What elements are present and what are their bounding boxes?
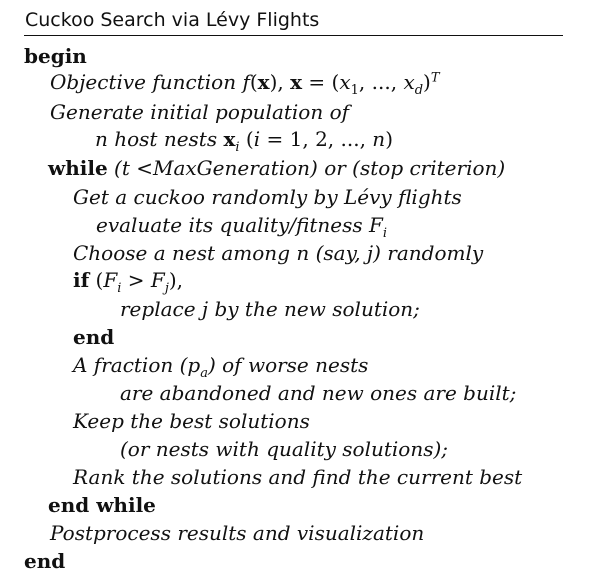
keep-best-line: Keep the best solutions [73, 409, 310, 433]
x-host-vector: x [223, 127, 236, 151]
abandoned-line: are abandoned and new ones are built; [120, 381, 517, 405]
Fj-symbol: F [150, 268, 165, 292]
i-subscript: i [235, 140, 240, 155]
i-symbol: i [253, 127, 261, 151]
objective-text: Objective function [50, 70, 243, 94]
paren-close-comma: ), [269, 70, 291, 94]
begin-keyword: begin [24, 44, 87, 68]
range-text: = 1, 2, ..., [260, 127, 373, 151]
f-symbol: f [242, 70, 250, 94]
x-vector: x [257, 70, 270, 94]
host-nests-line [95, 127, 393, 155]
greater-than: > [121, 268, 151, 292]
algorithm-title: Cuckoo Search via Lévy Flights [25, 9, 320, 31]
paren-open-2: ( [239, 127, 254, 151]
if-paren-open: ( [89, 268, 104, 292]
evaluate-fitness-line [96, 213, 388, 241]
replace-line: replace j by the new solution; [120, 297, 420, 321]
generate-population-line: Generate initial population of [50, 100, 350, 124]
end-while-keyword: end while [48, 493, 156, 517]
xd-symbol: x [403, 70, 415, 94]
x-vector-2: x [290, 70, 303, 94]
Fj-subscript: j [164, 281, 169, 296]
rank-solutions-line: Rank the solutions and find the current best [73, 465, 523, 489]
objective-function-line [50, 70, 440, 98]
choose-nest-line: Choose a nest among n (say, j) randomly [73, 241, 484, 265]
end-keyword: end [24, 549, 66, 573]
ellipsis: , ..., [358, 70, 404, 94]
fraction-rest: ) of worse nests [207, 353, 369, 377]
if-paren-close: ), [168, 268, 184, 292]
n-symbol: n [372, 127, 386, 151]
fraction-text: A fraction ( [73, 353, 188, 377]
p-a-subscript: a [200, 366, 208, 381]
fraction-line [73, 353, 369, 381]
Fi-subscript: i [117, 281, 122, 296]
xd-subscript: d [414, 83, 424, 98]
Fi-symbol: F [103, 268, 118, 292]
transpose-superscript: T [430, 70, 440, 86]
if-keyword: if [73, 268, 90, 292]
end-if-keyword: end [73, 325, 115, 349]
title-underline [24, 35, 563, 36]
x1-symbol: x [339, 70, 351, 94]
paren-close: ) [423, 70, 431, 94]
while-keyword: while [48, 156, 108, 180]
x1-subscript: 1 [350, 83, 359, 98]
quality-nests-line: (or nests with quality solutions); [120, 437, 449, 461]
paren-open: ( [249, 70, 258, 94]
while-line [48, 156, 505, 180]
F-i-subscript: i [382, 226, 388, 241]
paren-close-2: ) [385, 127, 393, 151]
F-symbol: F [369, 213, 383, 237]
equals-paren: = ( [302, 70, 340, 94]
while-condition: (t <MaxGeneration) or (stop criterion) [107, 156, 506, 180]
postprocess-line: Postprocess results and visualization [50, 521, 425, 545]
evaluate-text: evaluate its quality/fitness [96, 213, 369, 237]
host-nests-text: n host nests [95, 127, 224, 151]
get-cuckoo-line: Get a cuckoo randomly by Lévy flights [73, 185, 462, 209]
p-symbol: p [187, 353, 201, 377]
if-line [73, 268, 184, 296]
